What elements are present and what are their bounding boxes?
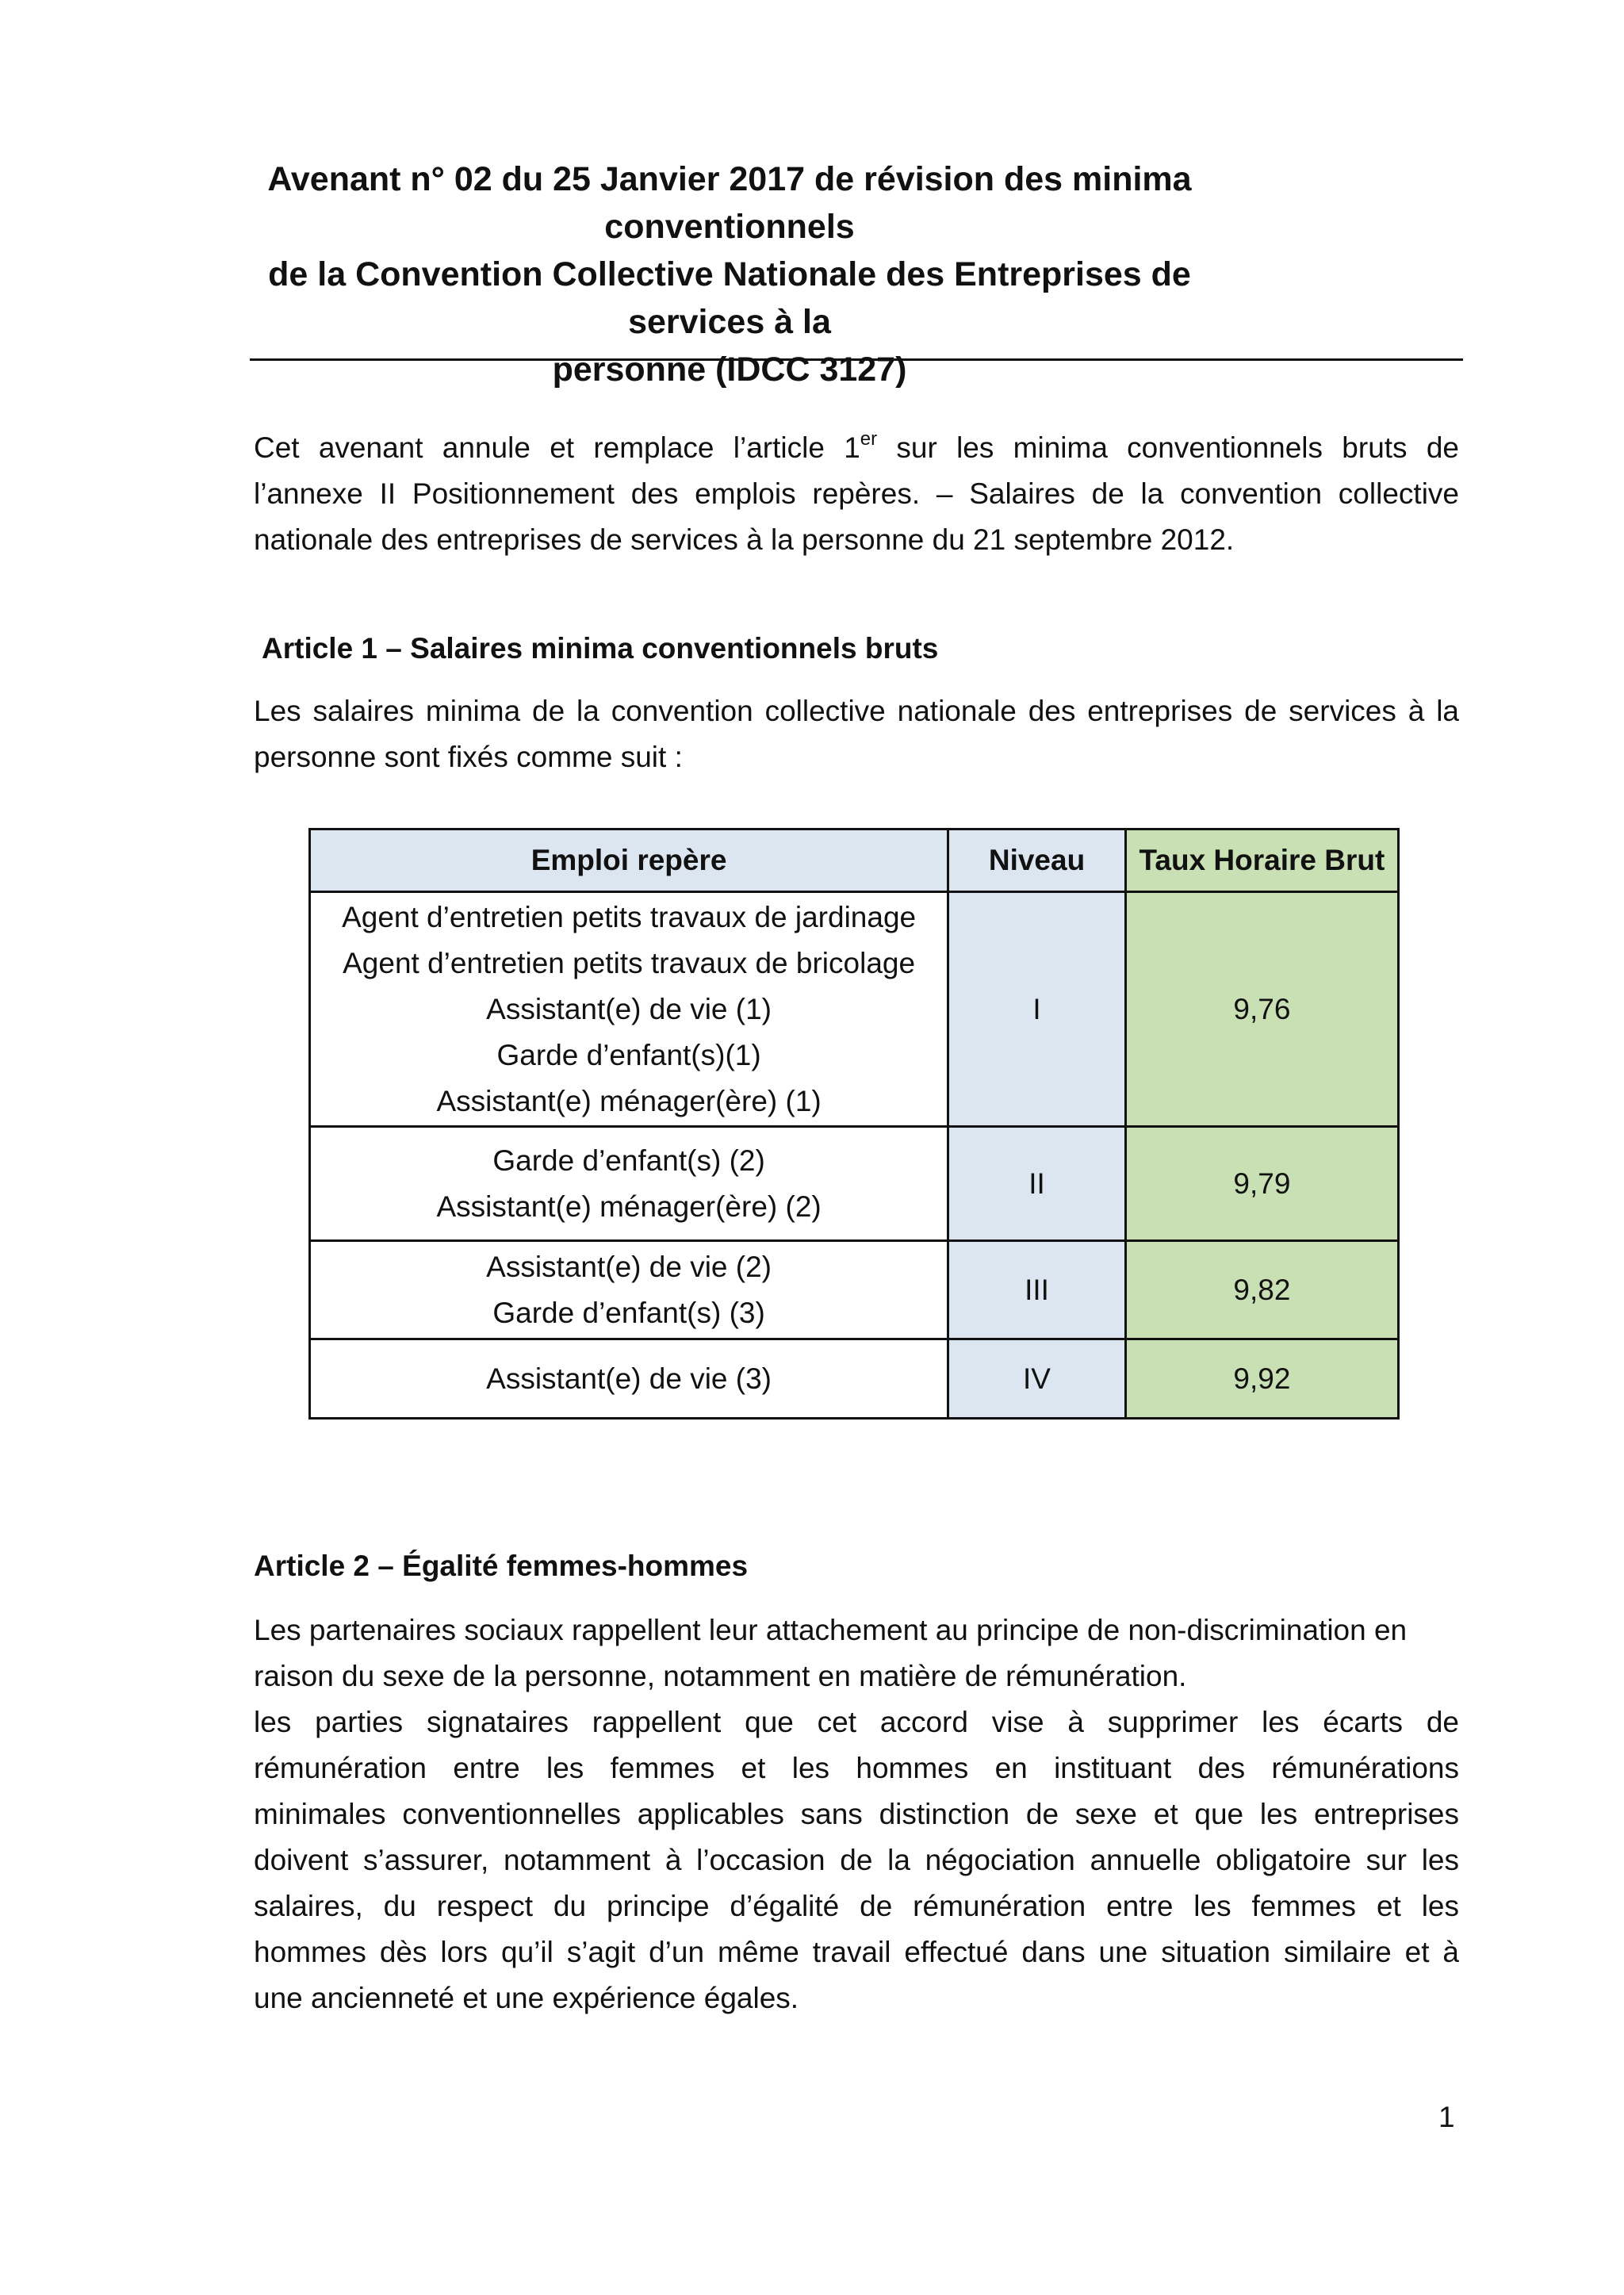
emploi-cell [310, 1127, 948, 1241]
salary-table [308, 828, 1400, 1420]
emploi-item: Agent d’entretien petits travaux de jardinage [342, 900, 917, 933]
article-2-line: une ancienneté et une expérience égales. [254, 1982, 799, 2014]
title-line-1: Avenant n° 02 du 25 Janvier 2017 de révision des minima conventionnels [267, 160, 1192, 246]
header-emploi-repere: Emploi repère [310, 829, 948, 892]
article-2-line: doivent s’assurer, notamment à l’occasion de la négociation annuelle obligatoire sur les [254, 1844, 1459, 1876]
table-header-row [310, 829, 1399, 892]
article-2-line: hommes dès lors qu’il s’agit d’un même travail effectué dans une situation similaire et à [254, 1936, 1459, 1968]
emploi-item: Agent d’entretien petits travaux de bricolage [343, 946, 916, 979]
emploi-item: Garde d’enfant(s) (2) [492, 1144, 765, 1177]
taux-cell: 9,92 [1125, 1339, 1398, 1419]
emploi-cell [310, 1339, 948, 1419]
article-1-text [254, 688, 1459, 780]
intro-line-3: nationale des entreprises de services à la personne du 21 septembre 2012. [254, 523, 1235, 556]
header-taux-horaire-brut: Taux Horaire Brut [1125, 829, 1398, 892]
title-divider [250, 358, 1463, 361]
article-2-line: rémunération entre les femmes et les hommes en instituant des rémunérations [254, 1752, 1459, 1784]
niveau-cell: I [948, 892, 1126, 1127]
emploi-item: Garde d’enfant(s)(1) [496, 1038, 761, 1071]
article-2-line: minimales conventionnelles applicables sans distinction de sexe et que les entreprises [254, 1798, 1459, 1830]
emploi-item: Assistant(e) de vie (2) [486, 1250, 772, 1283]
intro-paragraph [254, 425, 1459, 563]
title-line-2: de la Convention Collective Nationale des Entreprises de services à la [268, 255, 1191, 341]
article-2-line: salaires, du respect du principe d’égalité de rémunération entre les femmes et les [254, 1890, 1459, 1922]
emploi-item: Assistant(e) de vie (1) [486, 992, 772, 1025]
intro-line-1-start: Cet avenant annule et remplace l’article 1 [254, 431, 860, 464]
emploi-cell [310, 892, 948, 1127]
emploi-item: Assistant(e) ménager(ère) (1) [436, 1084, 822, 1117]
superscript-er: er [860, 428, 878, 450]
page-number: 1 [1438, 2101, 1455, 2133]
niveau-cell: III [948, 1241, 1126, 1339]
niveau-cell: IV [948, 1339, 1126, 1419]
emploi-cell [310, 1241, 948, 1339]
intro-line-2: l’annexe II Positionnement des emplois repères. – Salaires de la convention collective [254, 477, 1459, 510]
niveau-cell: II [948, 1127, 1126, 1241]
taux-cell: 9,82 [1125, 1241, 1398, 1339]
taux-cell: 9,76 [1125, 892, 1398, 1127]
article-1-line-2: personne sont fixés comme suit : [254, 741, 683, 773]
table-row [310, 892, 1399, 1127]
article-2-line: raison du sexe de la personne, notamment en matière de rémunération. [254, 1660, 1187, 1692]
article-1-heading: Article 1 – Salaires minima conventionnels bruts [262, 632, 939, 665]
title-line-3: personne (IDCC 3127) [552, 351, 907, 389]
emploi-item: Assistant(e) ménager(ère) (2) [436, 1190, 822, 1223]
table-row [310, 1241, 1399, 1339]
taux-cell: 9,79 [1125, 1127, 1398, 1241]
intro-line-1-end: sur les minima conventionnels bruts de [877, 431, 1459, 464]
table-row [310, 1127, 1399, 1241]
article-2-line: Les partenaires sociaux rappellent leur attachement au principe de non-discrimination en [254, 1614, 1408, 1646]
emploi-item: Assistant(e) de vie (3) [486, 1362, 772, 1395]
article-2-heading: Article 2 – Égalité femmes-hommes [254, 1550, 749, 1582]
document-title [238, 155, 1221, 393]
article-1-line-1: Les salaires minima de la convention collective nationale des entreprises de services à la [254, 695, 1459, 727]
article-2-text [254, 1607, 1459, 2021]
intro-line-1 [254, 425, 1459, 471]
header-niveau: Niveau [948, 829, 1126, 892]
article-2-line: les parties signataires rappellent que cet accord vise à supprimer les écarts de [254, 1706, 1459, 1738]
table-row [310, 1339, 1399, 1419]
emploi-item: Garde d’enfant(s) (3) [492, 1296, 765, 1329]
